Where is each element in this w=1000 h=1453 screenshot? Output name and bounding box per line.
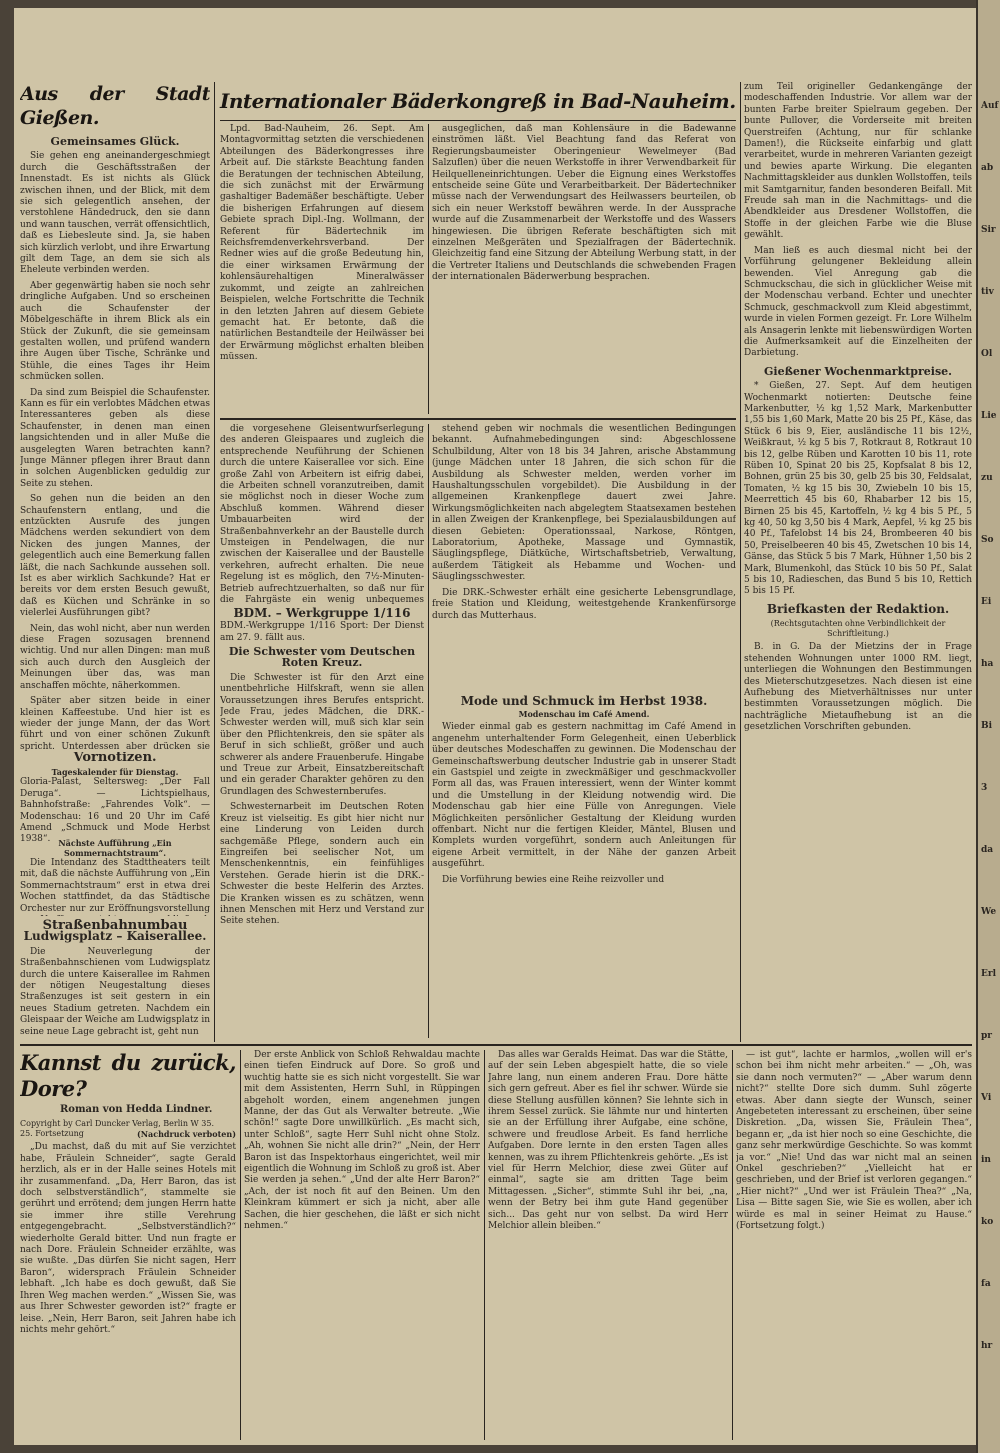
roman-title: Kannst du zurück, Dore? xyxy=(20,1050,236,1101)
baeder-headline: Internationaler Bäderkongreß in Bad-Nauheim. xyxy=(220,89,736,113)
edge-fragment: ha xyxy=(981,659,994,669)
schienen-text: die vorgesehene Gleisentwurfserlegung des anderen Gleispaares und zugleich die entsprechende Neuführung der Schienen durch die untere Kaiserallee vor sich. Eine große Zahl von Arbeitern ist eifrig dabei, die Arbeiten schnell voranzutreiben, damit sie möglichst noch in dieser Woche zum Abschluß kommen. Während dieser Umbauarbeiten wird der Straßenbahnverkehr an der Baustelle durch Umsteigen in Pendelwagen, die nur zwischen der Kaiserallee und der Baustelle verkehren, aufrecht erhalten. Die neue Regelung ist es möglich, den 7½-Minuten-Betrieb aufrechtzuerhalten, so daß nur für die Fahrgäste ein wenig unbequemes xyxy=(220,424,424,604)
edge-fragment: Ei xyxy=(981,597,992,607)
giessen-column xyxy=(20,82,210,752)
roman-text-1: „Du machst, daß du mit auf Sie verzichtet habe, Fräulein Schneider“, sagte Gerald herzlich, als er in der Halle seines Hotels mit ihr zusammenfand. „Da, Herr Baron, das ist doch selbstverständlich“, stammelte sie gerührt und errötend; dem jungen Herrn hatte sie immer ihre stille Verehrung entgegengebracht. „Selbstverständlich?“ wiederholte Gerald bitter. Und nun fragte er nach Dore. Fräulein Schneider erzählte, was sie wußte. „Das dürfen Sie nicht sagen, Herr Baron“, widersprach Fräulein Schneider lebhaft. „Ich habe es doch gewußt, daß Sie Ihren Weg machen werden.“ „Wissen Sie, was aus Ihrer Schwester geworden ist?“ fragte er leise. „Nein, Herr Baron, seit Jahren habe ich nichts mehr gehört.“ xyxy=(20,1142,236,1335)
bdm-text: BDM.-Werkgruppe 1/116 Sport: Der Dienst am 27. 9. fällt aus. xyxy=(220,621,424,642)
edge-fragment: fa xyxy=(981,1279,991,1289)
sommernacht-text: Die Intendanz des Stadttheaters teilt mit, daß die nächste Aufführung von „Ein Sommernachtstraum“ erst in etwa drei Wochen stattfindet, da das Städtische Orchester nur zur Eröffnungsvorstellung xyxy=(20,858,210,914)
serial-separator xyxy=(20,1044,972,1046)
roman-text-3: Das alles war Geralds Heimat. Das war die Stätte, auf der sein Leben abgespielt hatte, die so viele Jahre lang, nun einem anderen Frau. Dore hätte sich gern gefreut. Aber es fiel ihr schwer. Würde sie diese Stellung ausfüllen können? Sie lehnte sich in ihrem Sessel zurück. Sie lähmte nur und hinterten sie an der Erfüllung ihrer Aufgabe, eine schöne, schwere und freudlose Arbeit. Es fand herrliche Aufgaben. Dore lernte in den ersten Tagen alles kennen, was zu ihrem Pflichtenkreis gehörte. „Es ist viel für Herrn Melchior, diese zwei Güter auf einmal“, sagte sie am dritten Tage beim Mittagessen. „Sicher“, stimmte Suhl ihr bei, „na, wenn der Betry bei ihm gute Hand gegenüber sich... Das geht nur von selbst. Da wird Herr Melchior allein bleiben.“ xyxy=(488,1050,728,1232)
edge-fragment: Ol xyxy=(981,349,993,359)
sommernacht-title: Nächste Aufführung „Ein Sommernachtstraum“. xyxy=(58,838,172,858)
edge-fragment: hr xyxy=(981,1341,993,1351)
gemeinsam-paragraph-6: Später aber sitzen beide in einer kleinen Kaffeestube. Und hier ist es wieder der junge Mann, der das Wort führt und von einer schönen Zukunft spricht. Unterdessen aber drücken sie xyxy=(20,696,210,752)
mode-text: Wieder einmal gab es gestern nachmittag im Café Amend in angenehm unterhaltender Form Gelegenheit, einen Ueberblick über deutsches Modeschaffen zu gewinnen. Die Modenschau der Gemeinschaftswerbung deutscher Industrie gab in unserer Stadt ein Gastspiel und zeigte in zweckmäßiger und geschmackvoller Form all das, was Frauen interessiert, wenn der Winter kommt und die Umstellung in der Kleidung notwendig wird. Die Modenschau gab hier eine Fülle von Anregungen. Viele Möglichkeiten persönlicher Gestaltung der Kleidung wurden offenbart. Nicht nur die fertigen Kleider, Mäntel, Blusen und Komplets wurden vorgeführt, sondern auch Anleitungen für eigene Arbeit vermittelt, in der Nähe der ganzen Arbeit ausgeführt. xyxy=(432,722,736,870)
gemeinsam-paragraph-3: Da sind zum Beispiel die Schaufenster. Kann es für ein verlobtes Mädchen etwas Interessanteres geben als diese Schaufenster, in denen man einen langsichtenden und in aller Muße die ausgelegten Waren betrachten kann? Junge Männer pflegen ihrer Braut dann in solchen Augenblicken geduldig zur Seite zu stehen. xyxy=(20,387,210,489)
tageskalender-title: Tageskalender für Dienstag. xyxy=(51,767,179,778)
edge-fragment: Erl xyxy=(981,969,997,979)
edge-fragment: So xyxy=(981,535,994,545)
edge-fragment: Lie xyxy=(981,411,997,421)
edge-fragment: da xyxy=(981,845,994,855)
roman-fortsetzung-line xyxy=(20,1129,236,1139)
column-divider-right xyxy=(740,82,741,1042)
schwester-text-3: stehend geben wir nochmals die wesentlichen Bedingungen bekannt. Aufnahmebedingungen sind: Abgeschlossene Schulbildung, Alter von 18 bis 34 Jahren, arische Abstammung (junge Mädchen unter 18 Jahren, die sich schon für die Ausbildung als Schwester melden, werden vorher im Haushaltungsschulen vorgebildet). Die Ausbildung in der allgemeinen Krankenpflege dauert zwei Jahre. Wirkungsmöglichkeiten nach abgelegtem Staatsexamen bestehen in allen Zweigen der Krankenpflege, bei Spezialausbildungen auf diesen Gebieten: Operationssaal, Narkose, Röntgen, Laboratorium, Apotheke, Massage und Gymnastik, Säuglingspflege, Diätküche, Wirtschaftsbetrieb, Verwaltung, außerdem Tätigkeit als Hebamme und Wochen- und Säuglingsschwester. xyxy=(432,424,736,583)
mode-subtitle: Modenschau im Café Amend. xyxy=(518,709,650,720)
schwester-text-2: Schwesternarbeit im Deutschen Roten Kreuz ist vielseitig. Es gibt hier nicht nur eine Linderung von Leiden durch sachgemäße Pflege, sondern auch ein Eingreifen bei seelischer Not, um Menschenkenntnis, ein feinfühliges Verstehen. Gerade hierin ist die DRK.-Schwester die beste Helferin des Arztes. Die Kranken wissen es zu schätzen, wenn ihnen Menschen mit Herz und Verstand zur Seite stehen. xyxy=(220,802,424,927)
newspaper-page xyxy=(14,8,976,1445)
gemeinsam-paragraph-2: Aber gegenwärtig haben sie noch sehr dringliche Aufgaben. Und so erscheinen auch die Schaufenster der Möbelgeschäfte in ihrem Blick als ein Stück der Zukunft, die sie gemeinsam gestalten wollen, und prüfend wandern ihre Augen über Tische, Schränke und Stühle, die eines Tages ihr Heim schmücken sollen. xyxy=(20,280,210,383)
column-divider-baeder xyxy=(428,124,429,414)
ludwigsplatz-title: Ludwigsplatz – Kaiserallee. xyxy=(23,929,207,944)
column-divider-mid xyxy=(428,424,429,1038)
edge-fragment: tiv xyxy=(981,287,994,297)
roman-fortsetzung: 25. Fortsetzung xyxy=(20,1129,84,1139)
strassenbahn-text: Die Neuverlegung der Straßenbahnschienen vom Ludwigsplatz durch die untere Kaiserallee im Rahmen der nötigen Neugestaltung dieses Straßenzuges ist seit gestern in ein neues Stadium getreten. Nachdem ein Gleispaar der Weiche am Ludwigsplatz in seine neue Lage gebracht ist, geht nun xyxy=(20,946,210,1037)
roman-divider-2 xyxy=(484,1050,485,1440)
edge-fragment: ko xyxy=(981,1217,994,1227)
vornotizen-title: Vornotizen. xyxy=(73,752,157,765)
giessen-headline: Aus der Stadt Gießen. xyxy=(20,83,210,129)
briefkasten-text: B. in G. Da der Mietzins der in Frage stehenden Wohnungen unter 1000 RM. liegt, unterliegen die Wohnungen den Bestimmungen des Mieterschutzgesetzes. Nach diesen ist eine Aufhebung des Mietverhältnisses nur unter bestimmten Voraussetzungen möglich. Die nachträgliche Mietaufhebung ist an die gesetzlichen Vorschriften gebunden. xyxy=(744,642,972,733)
baeder-rule-bottom xyxy=(220,418,736,420)
mode-continuation: zum Teil origineller Gedankengänge der modeschaffenden Industrie. Vor allem war der bunten Farbe breiter Spielraum gegeben. Der bunte Pullover, die Vorderseite mit breiten Querstreifen (Achtung, nur für schlanke Damen!), die Rückseite einfarbig und glatt verarbeitet, wurde in mehreren Varianten gezeigt und bewies aparte Wirkung. Die eleganten Nachmittagskleider aus dunklen Wollstoffen, teils mit Samtgarnitur, fanden besonderen Beifall. Mit Freude sah man in die Nachmittags- und die Abendkleider aus Dresdener Wollstoffen, die Stoffe in der gleichen Farbe wie die Bluse gewählt. xyxy=(744,82,972,241)
edge-fragment: Auf xyxy=(981,101,999,111)
schwester-title: Die Schwester vom Deutschen Roten Kreuz. xyxy=(228,645,416,670)
briefkasten-subtitle: (Rechtsgutachten ohne Verbindlichkeit der Schriftleitung.) xyxy=(770,619,946,639)
schwester-text-4: Die DRK.-Schwester erhält eine gesicherte Lebensgrundlage, freie Station und Kleidung, weitestgehende Krankenfürsorge durch das Mutterhaus. xyxy=(432,587,736,621)
briefkasten-title: Briefkasten der Redaktion. xyxy=(766,601,950,616)
edge-fragment: Sir xyxy=(981,225,996,235)
bdm-title: BDM. – Werkgruppe 1/116 xyxy=(233,606,411,620)
edge-fragment: 3 xyxy=(981,783,988,793)
baeder-rule-top xyxy=(220,120,736,121)
adjacent-page-edge xyxy=(976,0,1000,1453)
right-column xyxy=(744,82,972,1042)
schienen-column xyxy=(220,424,424,604)
roman-author: Roman von Hedda Lindner. xyxy=(60,1104,213,1115)
schwester-column-cont xyxy=(432,424,736,692)
schwester-text-1: Die Schwester ist für den Arzt eine unentbehrliche Hilfskraft, wenn sie allen Voraussetzungen ihres Berufes entspricht. Jede Frau, jedes Mädchen, die DRK.-Schwester werden will, muß sich klar sein über den Pflichtenkreis, den sie später als Beruf in sich schließt, größer und auch schwerer als andere Frauenberufe. Hingabe und Treue zur Arbeit, Einsatzbereitschaft und ein gerader Charakter gehören zu den Grundlagen des Schwesternberufes. xyxy=(220,672,424,797)
edge-fragment: We xyxy=(981,907,997,917)
baeder-text-2: ausgeglichen, daß man Kohlensäure in die Badewanne einströmen läßt. Viel Beachtung fand das Referat von Regierungsbaumeister Oberingenieur Wewelmeyer (Bad Salzuflen) über die neuen Werkstoffe in ihrer Verwendbarkeit für Heilquelleneinrichtungen. Ueber die Eignung eines Werkstoffes entscheide seine Güte und Verarbeitbarkeit. Der Bädertechniker müsse nach der Verwendungsart des Heilwassers beurteilen, ob sich ein neuer Werkstoff bewähren werde. In der Aussprache wurde auf die Zusammenarbeit der Werkstoffe und des Wassers hingewiesen. Die übrigen Referate beschäftigten sich mit einzelnen Meßgeräten und Spezialfragen der Bädertechnik. Gleichzeitig fand eine Sitzung der Abteilung Werbung statt, in der die Vertreter Italiens und Deutschlands die schwebenden Fragen der internationalen Bäderwerbung besprachen. xyxy=(432,124,736,283)
bdm-block xyxy=(220,606,424,642)
edge-fragment: zu xyxy=(981,473,993,483)
mode-column xyxy=(432,694,736,1038)
edge-fragment: pr xyxy=(981,1031,993,1041)
gemeinsam-title: Gemeinsames Glück. xyxy=(50,135,180,148)
edge-fragment: in xyxy=(981,1155,991,1165)
baeder-column-2 xyxy=(432,124,736,414)
roman-column-3 xyxy=(488,1050,728,1440)
markt-text: * Gießen, 27. Sept. Auf dem heutigen Wochenmarkt notierten: Deutsche feine Markenbutter, ½ kg 1,52 Mark, Markenbutter 1,55 bis 1,60 Mark, Matte 20 bis 25 Pf., Käse, das Stück 6 bis 9, Eier, ausländische 11 bis 12½, Weißkraut, ½ kg 5 bis 7, Rotkraut 8, Rotkraut 10 bis 12, gelbe Rüben und Karotten 10 bis 11, rote Rüben 10, Spinat 20 bis 25, Kopfsalat 8 bis 12, Bohnen, grün 25 bis 30, gelb 25 bis 30, Feldsalat, Tomaten, ½ kg 15 bis 30, Zwiebeln 10 bis 15, Meerrettich 45 bis 60, Rhabarber 12 bis 15, Birnen 25 bis 45, Kartoffeln, ½ kg 4 bis 5 Pf., 5 kg 40, 50 kg 3,50 bis 4 Mark, Aepfel, ½ kg 25 bis 40 Pf., Tafelobst 14 bis 24, Brombeeren 40 bis 50, Preiselbeeren 40 bis 45, Zwetschen 10 bis 14, Gänse, das Stück 5 bis 7 Mark, Hühner 1,50 bis 2 Mark, Blumenkohl, das Stück 10 bis 50 Pf., Salat 5 bis 10, Radieschen, das Bund 5 bis 10, Rettich 5 bis 15 Pf. xyxy=(744,381,972,597)
column-divider-1 xyxy=(214,82,215,1042)
gemeinsam-paragraph-5: Nein, das wohl nicht, aber nun werden diese Fragen sozusagen brennend wichtig. Und nur allen Dingen: man muß sich auch durch den Ausgleich der Meinungen über das, was man anschaffen möchte, näherkommen. xyxy=(20,623,210,691)
roman-column-2 xyxy=(244,1050,480,1440)
roman-column-4 xyxy=(736,1050,972,1440)
schwester-column xyxy=(220,644,424,1038)
edge-fragment: Vi xyxy=(981,1093,992,1103)
roman-column-1 xyxy=(20,1050,236,1440)
gemeinsam-paragraph-1: Sie gehen eng aneinandergeschmiegt durch die Geschäftsstraßen der Innenstadt. Es ist nichts als Glück zwischen ihnen, und der Blick, mit dem sie sich gelegentlich ansehen, der verstohlene Händedruck, den sie dann und wann tauschen, verrät offensichtlich, daß es Liebesleute sind. Ja, sie haben sich kürzlich verlobt, und ihre Erwartung gilt dem Tage, an dem sie sich als Eheleute verbinden werden. xyxy=(20,151,210,276)
strassenbahn-block xyxy=(20,916,210,1056)
markt-title: Gießener Wochenmarktpreise. xyxy=(764,364,952,378)
edge-fragment: Bi xyxy=(981,721,993,731)
mode-title: Mode und Schmuck im Herbst 1938. xyxy=(460,694,708,708)
baeder-column-1 xyxy=(220,124,424,414)
mode-text-2: Die Vorführung bewies eine Reihe reizvoller und xyxy=(442,874,665,885)
adjacent-page-fragments xyxy=(978,0,1000,1352)
roman-copyright: Copyright by Carl Duncker Verlag, Berlin W 35. xyxy=(20,1119,215,1129)
edge-fragment: ab xyxy=(981,163,994,173)
sommernacht-block xyxy=(20,838,210,916)
tageskalender-text: Gloria-Palast, Seltersweg: „Der Fall Deruga“. — Lichtspielhaus, Bahnhofstraße: „Fahrendes Volk“. — Modenschau: 16 und 20 Uhr im Café Amend „Schmuck und Mode Herbst 1938“. xyxy=(20,777,210,845)
baeder-text-1: Lpd. Bad-Nauheim, 26. Sept. Am Montagvormittag setzten die verschiedenen Abteilungen des Bäderkongresses ihre Arbeit auf. Die stärkste Beachtung fanden die Beratungen der technischen Abteilung, die sich zunächst mit der Erwärmung gashaltiger Bademäßer beschäftigte. Ueber die bisherigen Erfahrungen auf diesem Gebiete sprach Dipl.-Ing. Wollmann, der Referent für Bädertechnik im Reichsfremdenverkehrsverband. Der Redner wies auf die große Bedeutung hin, die einer wirksamen Erwärmung der kohlensäurehaltigen Mineralwässer zukommt, und zeigte an zahlreichen Beispielen, welche Fortschritte die Technik in den letzten Jahren auf diesem Gebiete gemacht hat. Er betonte, daß die natürlichen Bestandteile der Heilwässer bei der Erwärmung möglichst erhalten bleiben müssen. xyxy=(220,124,424,363)
mode-continuation-2: Man ließ es auch diesmal nicht bei der Vorführung gelungener Bekleidung allein bewenden. Viel Anregung gab die Schmuckschau, die sich in glücklicher Weise mit der Modenschau verband. Echter und unechter Schmuck, geschmackvoll zum Kleid abgestimmt, wurde in vielen Formen gezeigt. Fr. Lore Wilhelm als Ansagerin lenkte mit liebenswürdigen Worten die Aufmerksamkeit auf die Einzelheiten der Darbietung. xyxy=(744,245,972,359)
roman-divider-1 xyxy=(240,1050,241,1440)
roman-divider-3 xyxy=(732,1050,733,1440)
roman-text-2: Der erste Anblick von Schloß Rehwaldau machte einen tiefen Eindruck auf Dore. So groß und wuchtig hatte sie es sich nicht vorgestellt. Sie war mit dem Assistenten, Herrn Suhl, in Rüppingen abgeholt worden, einem angenehmen jungen Manne, der das Gut als Verwalter betreute. „Wie schön!“ sagte Dore unwillkürlich. „Es macht sich, unter Schloß“, sagte Herr Suhl nicht ohne Stolz. „Ah, wohnen Sie nicht alle drin?“ „Nein, der Herr Baron ist das Inspektorhaus eingerichtet, weil mir eigentlich die Wohnung im Schloß zu groß ist. Aber Sie werden ja sehen.“ „Und der alte Herr Baron?“ „Ach, der ist noch fit auf den Beinen. Um den Kleinkram kümmert er sich ja nicht, aber alle Sachen, die hier geschehen, die läßt er sich nicht nehmen.“ xyxy=(244,1050,480,1232)
roman-text-4: — ist gut“, lachte er harmlos, „wollen will er's schon bei ihm nicht mehr arbeiten.“ — „Oh, was sie dann noch vermuten?“ — „Aber warum denn nicht?“ stellte Dore sich dumm. Suhl zögerte etwas. Aber dann siegte der Wunsch, seiner Angebeteten interessant zu erscheinen, über seine Diskretion. „Da, wissen Sie, Fräulein Thea“, begann er, „da ist hier noch so eine Geschichte, die ganz sehr merkwürdige Geschichte. So was kommt ja vor.“ „Nie! Und das war nicht mal an seinen Onkel geschrieben?“ „Vielleicht hat er geschrieben, und der Brief ist verloren gegangen.“ „Hier nicht?“ „Und wer ist Fräulein Thea?“ „Na, Lisa — Bitte sagen Sie, wie Sie es wollen, aber ich würde es mal in seiner Heimat zu Hause.“ (Fortsetzung folgt.) xyxy=(736,1050,972,1232)
roman-nachdruck: (Nachdruck verboten) xyxy=(136,1129,236,1140)
strassenbahn-title: Straßenbahnumbau xyxy=(42,918,188,933)
gemeinsam-paragraph-4: So gehen nun die beiden an den Schaufenstern entlang, und die entzückten Ausrufe des jungen Mädchens werden sekundiert von dem Nicken des jungen Mannes, der gelegentlich auch eine Bemerkung fallen läßt, die nach Sachkunde aussehen soll. Ist es aber wirklich Sachkunde? Hat er bereits vor dem ersten Besuch gewußt, daß es Küchen und Schränke in so vielerlei Ausführungen gibt? xyxy=(20,494,210,619)
